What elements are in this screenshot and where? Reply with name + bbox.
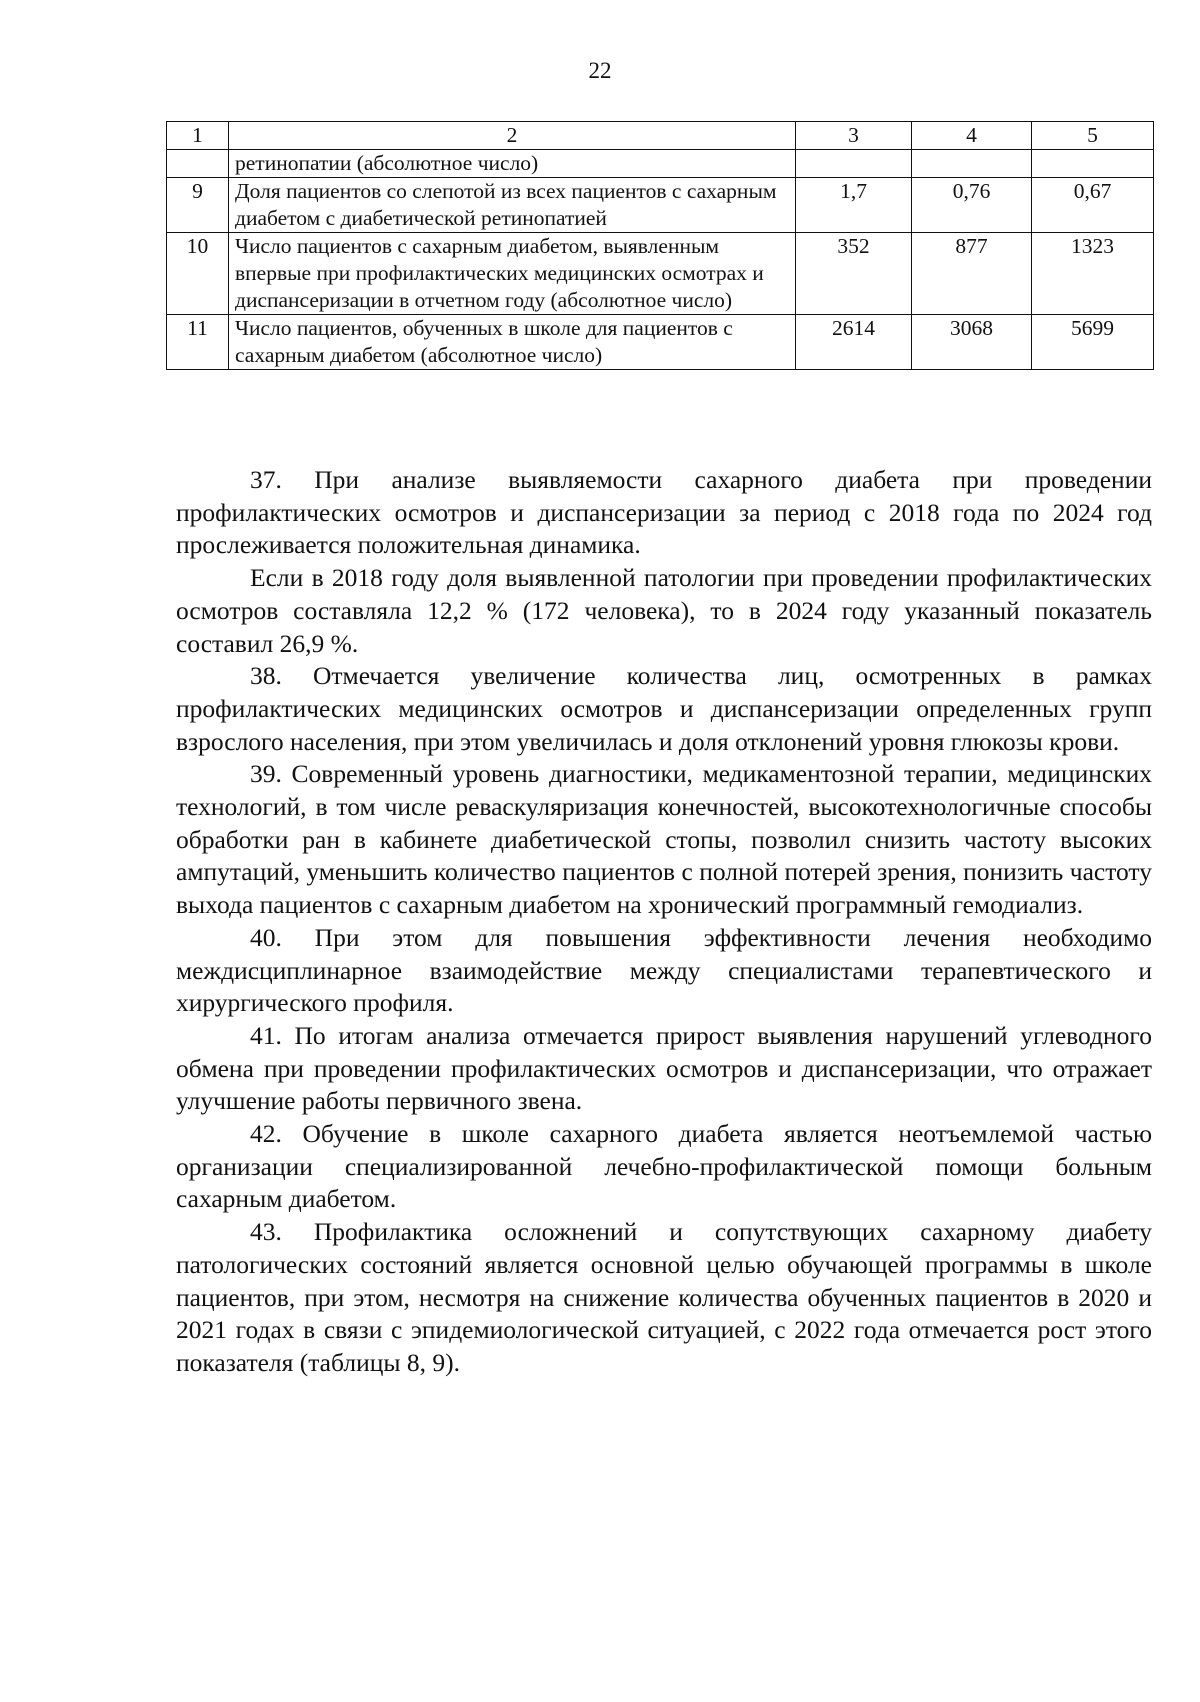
paragraph-39: 39. Современный уровень диагностики, медикаментозной терапии, медицинских технологий, в том числе реваскуляризация конечностей, высокотехнологичные способы обработки ран в кабинете диабетической стопы, позволил снизить частоту высоких ампутаций, уменьшить количество пациентов с полной потерей зрения, понизить частоту выхода пациентов с сахарным диабетом на хронический программный гемодиализ. xyxy=(176,759,1152,920)
row-value-col3 xyxy=(796,150,912,178)
paragraph-37-continued: Если в 2018 году доля выявленной патологии при проведении профилактических осмотров составляла 12,2 % (172 человека), то в 2024 году указанный показатель составил 26,9 %. xyxy=(176,563,1152,658)
paragraph-38: 38. Отмечается увеличение количества лиц, осмотренных в рамках профилактических медицинских осмотров и диспансеризации определенных групп взрослого населения, при этом увеличилась и доля отклонений уровня глюкозы крови. xyxy=(176,661,1152,756)
paragraph-43: 43. Профилактика осложнений и сопутствующих сахарному диабету патологических состояний является основной целью обучающей программы в школе пациентов, при этом, несмотря на снижение количества обученных пациентов в 2020 и 2021 годах в связи с эпидемиологической ситуацией, с 2022 года отмечается рост этого показателя (таблицы 8, 9). xyxy=(176,1217,1152,1377)
header-cell: 1 xyxy=(167,122,229,150)
row-value-col4 xyxy=(912,150,1032,178)
indicators-table xyxy=(166,121,1154,370)
row-text: Число пациентов, обученных в школе для пациентов с сахарным диабетом (абсолютное число) xyxy=(229,315,796,370)
row-text: ретинопатии (абсолютное число) xyxy=(229,150,796,178)
paragraph-37: 37. При анализе выявляемости сахарного диабета при проведении профилактических осмотров и диспансеризации за период с 2018 года по 2024 год прослеживается положительная динамика. xyxy=(176,465,1152,560)
table-row xyxy=(167,178,1154,233)
row-text: Число пациентов с сахарным диабетом, выявленным впервые при профилактических медицинских осмотрах и диспансеризации в отчетном году (абсолютное число) xyxy=(229,233,796,315)
row-value-col4: 3068 xyxy=(912,315,1032,370)
table-header-row xyxy=(167,122,1154,150)
body-text xyxy=(176,464,1152,1380)
row-value-col5: 5699 xyxy=(1032,315,1154,370)
row-value-col5 xyxy=(1032,150,1154,178)
paragraph-40: 40. При этом для повышения эффективности лечения необходимо междисциплинарное взаимодействие между специалистами терапевтического и хирургического профиля. xyxy=(176,922,1152,1018)
paragraph-41: 41. По итогам анализа отмечается прирост выявления нарушений углеводного обмена при проведении профилактических осмотров и диспансеризации, что отражает улучшение работы первичного звена. xyxy=(176,1020,1152,1116)
header-cell: 4 xyxy=(912,122,1032,150)
row-value-col3: 352 xyxy=(796,233,912,315)
row-number: 11 xyxy=(167,315,229,370)
row-value-col5: 1323 xyxy=(1032,233,1154,315)
table-row xyxy=(167,150,1154,178)
header-cell: 3 xyxy=(796,122,912,150)
paragraph-42: 42. Обучение в школе сахарного диабета является неотъемлемой частью организации специализированной лечебно-профилактической помощи больным сахарным диабетом. xyxy=(176,1119,1152,1214)
header-cell: 5 xyxy=(1032,122,1154,150)
table-row xyxy=(167,315,1154,370)
page-number: 22 xyxy=(588,58,612,83)
table-row xyxy=(167,233,1154,315)
row-value-col4: 0,76 xyxy=(912,178,1032,233)
row-number xyxy=(167,150,229,178)
row-value-col3: 2614 xyxy=(796,315,912,370)
row-value-col4: 877 xyxy=(912,233,1032,315)
row-number: 9 xyxy=(167,178,229,233)
row-value-col3: 1,7 xyxy=(796,178,912,233)
header-cell: 2 xyxy=(229,122,796,150)
row-value-col5: 0,67 xyxy=(1032,178,1154,233)
row-text: Доля пациентов со слепотой из всех пациентов с сахарным диабетом с диабетической ретинопатией xyxy=(229,178,796,233)
row-number: 10 xyxy=(167,233,229,315)
